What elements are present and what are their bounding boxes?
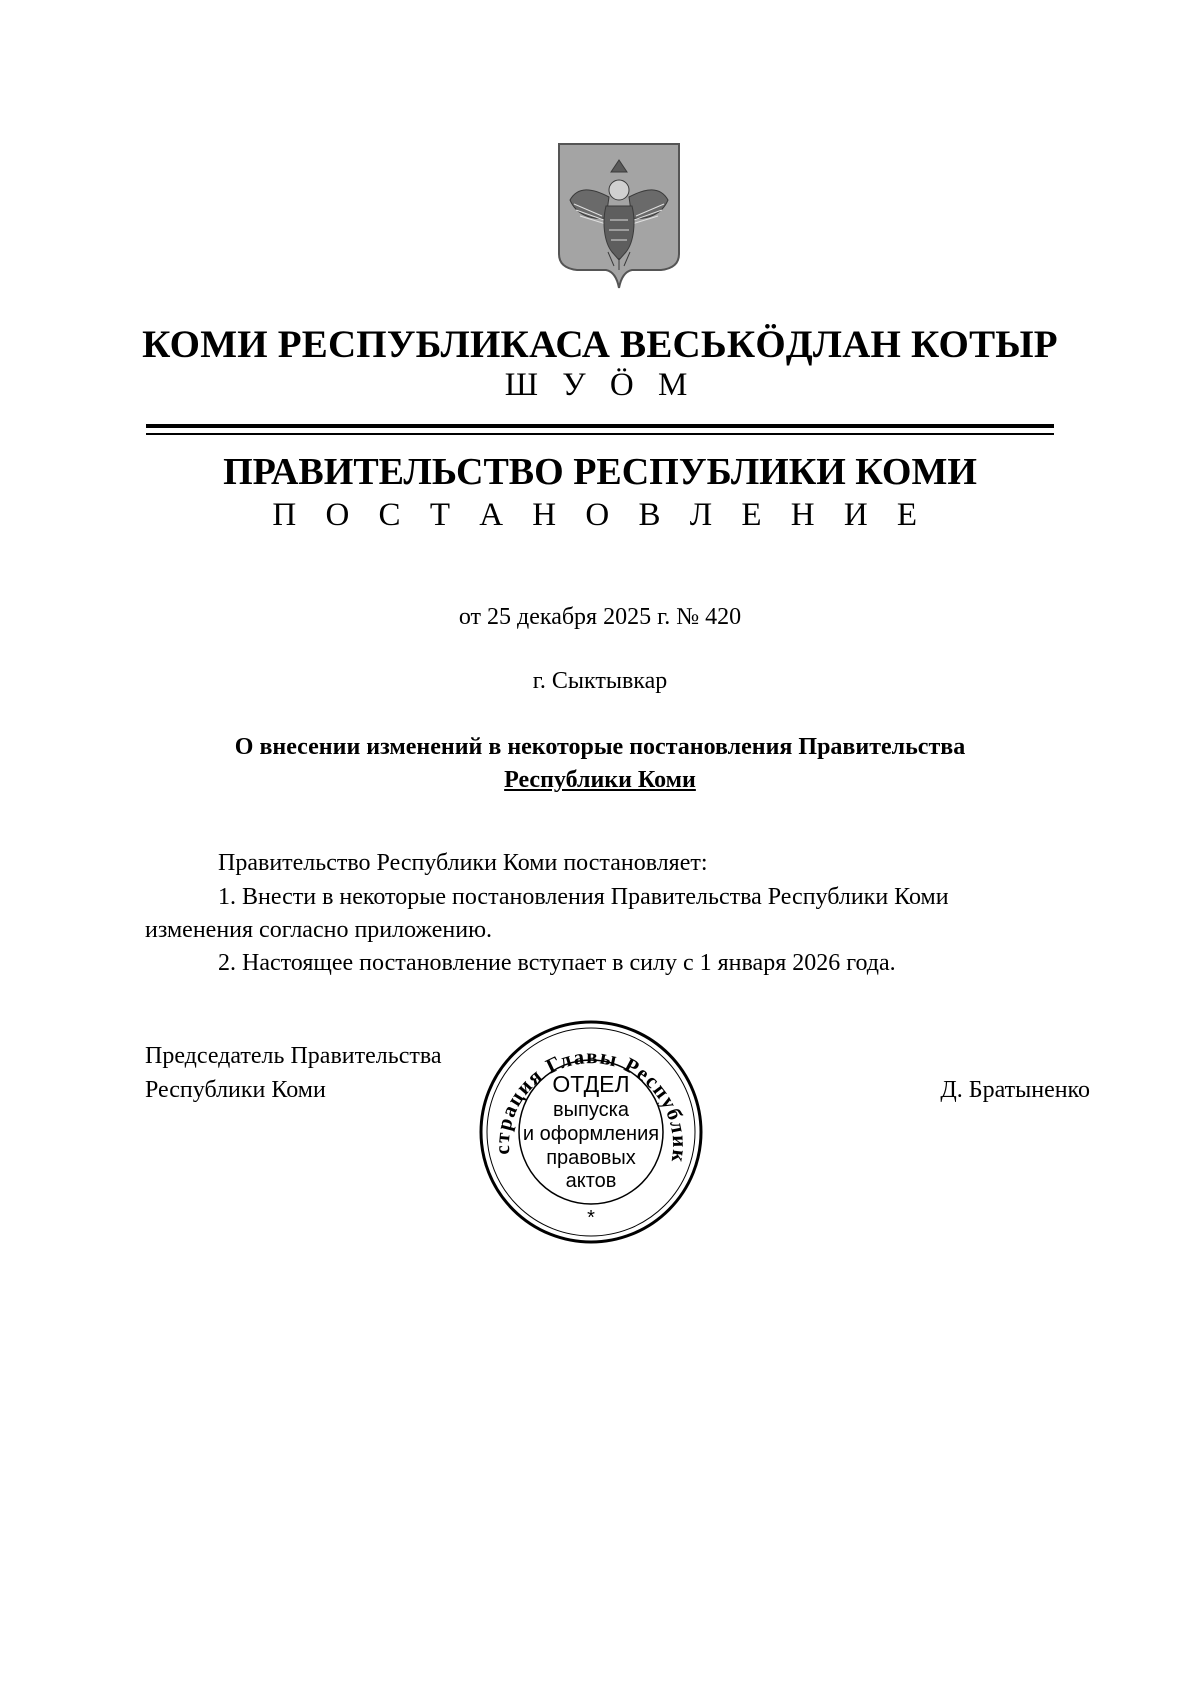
document-subject-line1: О внесении изменений в некоторые постановления Правительства — [234, 734, 966, 760]
stamp-line-5: актов — [565, 1170, 617, 1192]
stamp-line-4: правовых — [546, 1147, 636, 1169]
stamp-bottom-mark: * — [587, 1207, 595, 1229]
document-subject-line2: Республики Коми — [504, 767, 696, 793]
resolution-item-1-line2: изменения согласно приложению. — [145, 917, 493, 943]
stamp-line-3: и оформления — [522, 1123, 660, 1145]
resolution-item-1-line1: 1. Внести в некоторые постановления Правительства Республики Коми — [218, 884, 949, 910]
document-type: П О С Т А Н О В Л Е Н И Е — [272, 497, 928, 533]
government-title: ПРАВИТЕЛЬСТВО РЕСПУБЛИКИ КОМИ — [223, 451, 977, 493]
document-city: г. Сыктывкар — [532, 668, 668, 694]
stamp-line-2: выпуска — [553, 1099, 629, 1121]
header-divider-thin — [146, 433, 1054, 435]
header-divider-thick — [146, 424, 1054, 428]
komi-government-title: КОМИ РЕСПУБЛИКАСА ВЕСЬКӦДЛАН КОТЫР — [142, 323, 1058, 366]
signatory-name: Д. Братыненко — [940, 1077, 1090, 1103]
resolution-intro: Правительство Республики Коми постановляет: — [218, 850, 708, 876]
document-date-number: от 25 декабря 2025 г. № 420 — [458, 604, 742, 630]
signatory-position-line2: Республики Коми — [145, 1077, 326, 1103]
komi-coat-of-arms-icon — [556, 142, 682, 292]
signatory-position-line1: Председатель Правительства — [145, 1043, 442, 1069]
official-stamp — [476, 1018, 706, 1246]
stamp-line-1: ОТДЕЛ — [552, 1071, 630, 1097]
stamp-ring-text: страция Главы Республик — [489, 1044, 693, 1166]
komi-document-type: Ш У Ӧ М — [504, 367, 696, 403]
resolution-item-2: 2. Настоящее постановление вступает в силу с 1 января 2026 года. — [218, 950, 896, 976]
